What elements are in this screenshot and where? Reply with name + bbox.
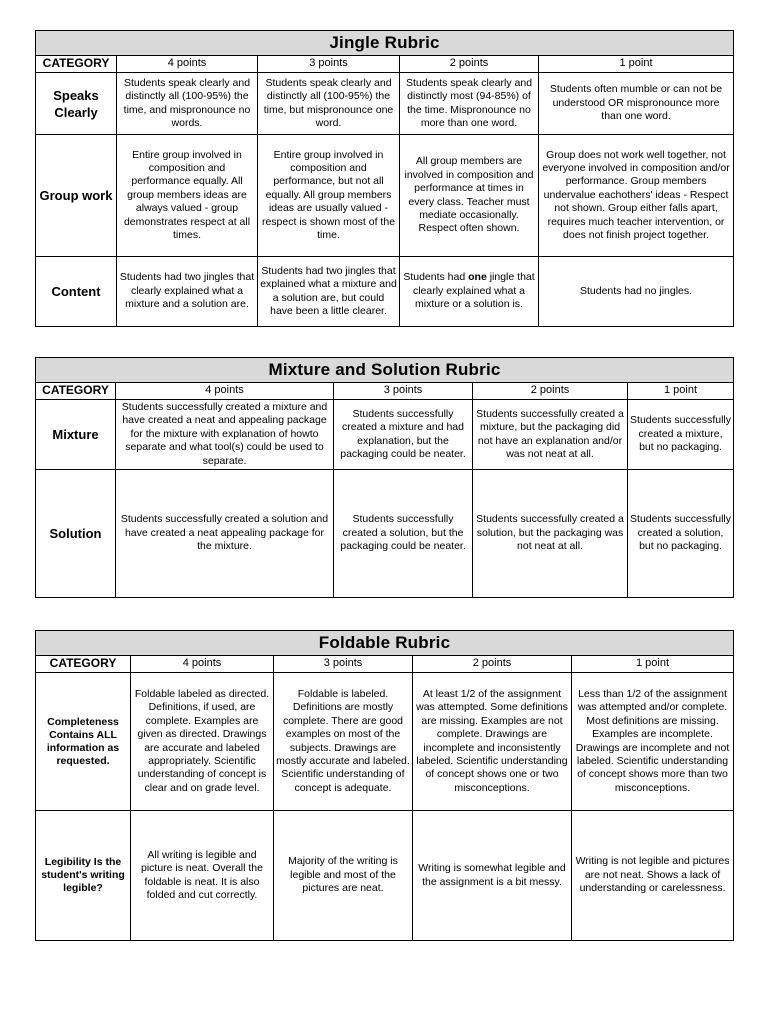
mixture-row-label: Mixture [36,400,116,470]
jingle-row-label: Content [36,257,117,327]
mixture-header-1-point: 1 point [628,383,734,400]
mixture-header-2-points: 2 points [473,383,628,400]
foldable-row-completeness [36,673,734,811]
mixture-rubric-title [36,358,734,383]
foldable-rubric-title [36,631,734,656]
jingle-header-4-points: 4 points [117,56,258,73]
jingle-cell: Group does not work well together, not everyone involved in composition and/or performance. Group members undervalue eachothers' ideas - Respect not shown. Group either falls apart, requires much teacher intervention, or does not finish project together. [539,135,734,257]
jingle-header-2-points: 2 points [400,56,539,73]
jingle-cell-bold-text: one [468,271,487,284]
mixture-cell: Students successfully created a mixture, but the packaging did not have an explanation and/or was not neat at all. [473,400,628,470]
foldable-header-category: CATEGORY [36,656,131,673]
mixture-cell: Students successfully created a mixture and have created a neat and appealing package for the mixture with explanation of howto separate and what tool(s) could be used to separate. [116,400,334,470]
jingle-row-label: Speaks Clearly [36,73,117,135]
jingle-cell: Students had two jingles that explained what a mixture and a solution are, but could have been a little clearer. [258,257,400,327]
mixture-row-label: Solution [36,470,116,598]
mixture-cell: Students successfully created a solution, but the packaging could be neater. [334,470,473,598]
mixture-cell: Students successfully created a mixture and had explanation, but the packaging could be neater. [334,400,473,470]
foldable-rubric-title-text: Foldable Rubric [318,633,451,653]
jingle-header-row [36,56,734,73]
foldable-cell: Writing is somewhat legible and the assignment is a bit messy. [413,811,572,941]
jingle-cell: Students speak clearly and distinctly all (100-95%) the time, and mispronounce no words. [117,73,258,135]
mixture-row-solution [36,470,734,598]
jingle-cell: Students speak clearly and distinctly most (94-85%) of the time. Mispronounce no more than one word. [400,73,539,135]
jingle-cell: Students had no jingles. [539,257,734,327]
mixture-header-row [36,383,734,400]
jingle-cell: All group members are involved in composition and performance at times in every class. Teacher must mediate occasionally. Respect often shown. [400,135,539,257]
mixture-rubric-table [35,357,734,598]
jingle-rubric-table [35,30,734,327]
jingle-cell: Students speak clearly and distinctly all (100-95%) the time, but mispronounce one word. [258,73,400,135]
jingle-row-speaks-clearly [36,73,734,135]
foldable-cell: Foldable labeled as directed. Definitions, if used, are complete. Examples are given as directed. Drawings are accurate and labeled appropriately. Scientific understanding of concept is clear and on grade level. [131,673,274,811]
mixture-cell: Students successfully created a solution, but no packaging. [628,470,734,598]
foldable-header-2-points: 2 points [413,656,572,673]
jingle-cell: Entire group involved in composition and performance, but not all equally. All group members ideas are usually valued - respect is shown most of the time. [258,135,400,257]
jingle-rubric-title [36,31,734,56]
mixture-header-4-points: 4 points [116,383,334,400]
foldable-cell: Less than 1/2 of the assignment was attempted and/or complete. Most definitions are missing. Examples are incomplete. Drawings are incomplete and not labeled. Scientific understanding of concept shows more than two misconceptions. [572,673,734,811]
foldable-row-label: Completeness Contains ALL information as requested. [36,673,131,811]
mixture-cell: Students successfully created a solution, but the packaging was not neat at all. [473,470,628,598]
jingle-cell: Students had two jingles that clearly explained what a mixture and a solution are. [117,257,258,327]
mixture-header-category: CATEGORY [36,383,116,400]
foldable-cell: All writing is legible and picture is neat. Overall the foldable is neat. It is also folded and cut correctly. [131,811,274,941]
foldable-header-4-points: 4 points [131,656,274,673]
foldable-header-3-points: 3 points [274,656,413,673]
mixture-cell: Students successfully created a solution and have created a neat appealing package for the mixture. [116,470,334,598]
foldable-header-1-point: 1 point [572,656,734,673]
jingle-cell: Students often mumble or can not be understood OR mispronounce more than one word. [539,73,734,135]
jingle-header-3-points: 3 points [258,56,400,73]
foldable-cell: Foldable is labeled. Definitions are mostly complete. There are good examples on most of the subjects. Drawings are mostly accurate and labeled. Scientific understanding of concept is adequate. [274,673,413,811]
mixture-header-3-points: 3 points [334,383,473,400]
jingle-header-category: CATEGORY [36,56,117,73]
foldable-cell: Writing is not legible and pictures are not neat. Shows a lack of understanding or carelessness. [572,811,734,941]
foldable-row-label: Legibility Is the student's writing legible? [36,811,131,941]
foldable-row-legibility [36,811,734,941]
mixture-cell: Students successfully created a mixture, but no packaging. [628,400,734,470]
jingle-row-content [36,257,734,327]
jingle-rubric-title-text: Jingle Rubric [329,33,440,53]
jingle-row-label: Group work [36,135,117,257]
mixture-row-mixture [36,400,734,470]
jingle-cell-rich [400,257,539,327]
jingle-row-group-work [36,135,734,257]
mixture-rubric-title-text: Mixture and Solution Rubric [268,360,501,380]
jingle-cell: Entire group involved in composition and performance equally. All group members ideas are always valued - group demonstrates respect at all times. [117,135,258,257]
jingle-header-1-point: 1 point [539,56,734,73]
jingle-cell-text: jingle that clearly explained what a mixture or a solution is. [412,271,535,311]
foldable-rubric-table [35,630,734,941]
foldable-header-row [36,656,734,673]
foldable-cell: Majority of the writing is legible and most of the pictures are neat. [274,811,413,941]
foldable-cell: At least 1/2 of the assignment was attempted. Some definitions are missing. Examples are not complete. Drawings are incomplete and inconsistently labeled. Scientific understanding of concept shows one or two misconceptions. [413,673,572,811]
jingle-cell-text: Students had [403,271,469,284]
